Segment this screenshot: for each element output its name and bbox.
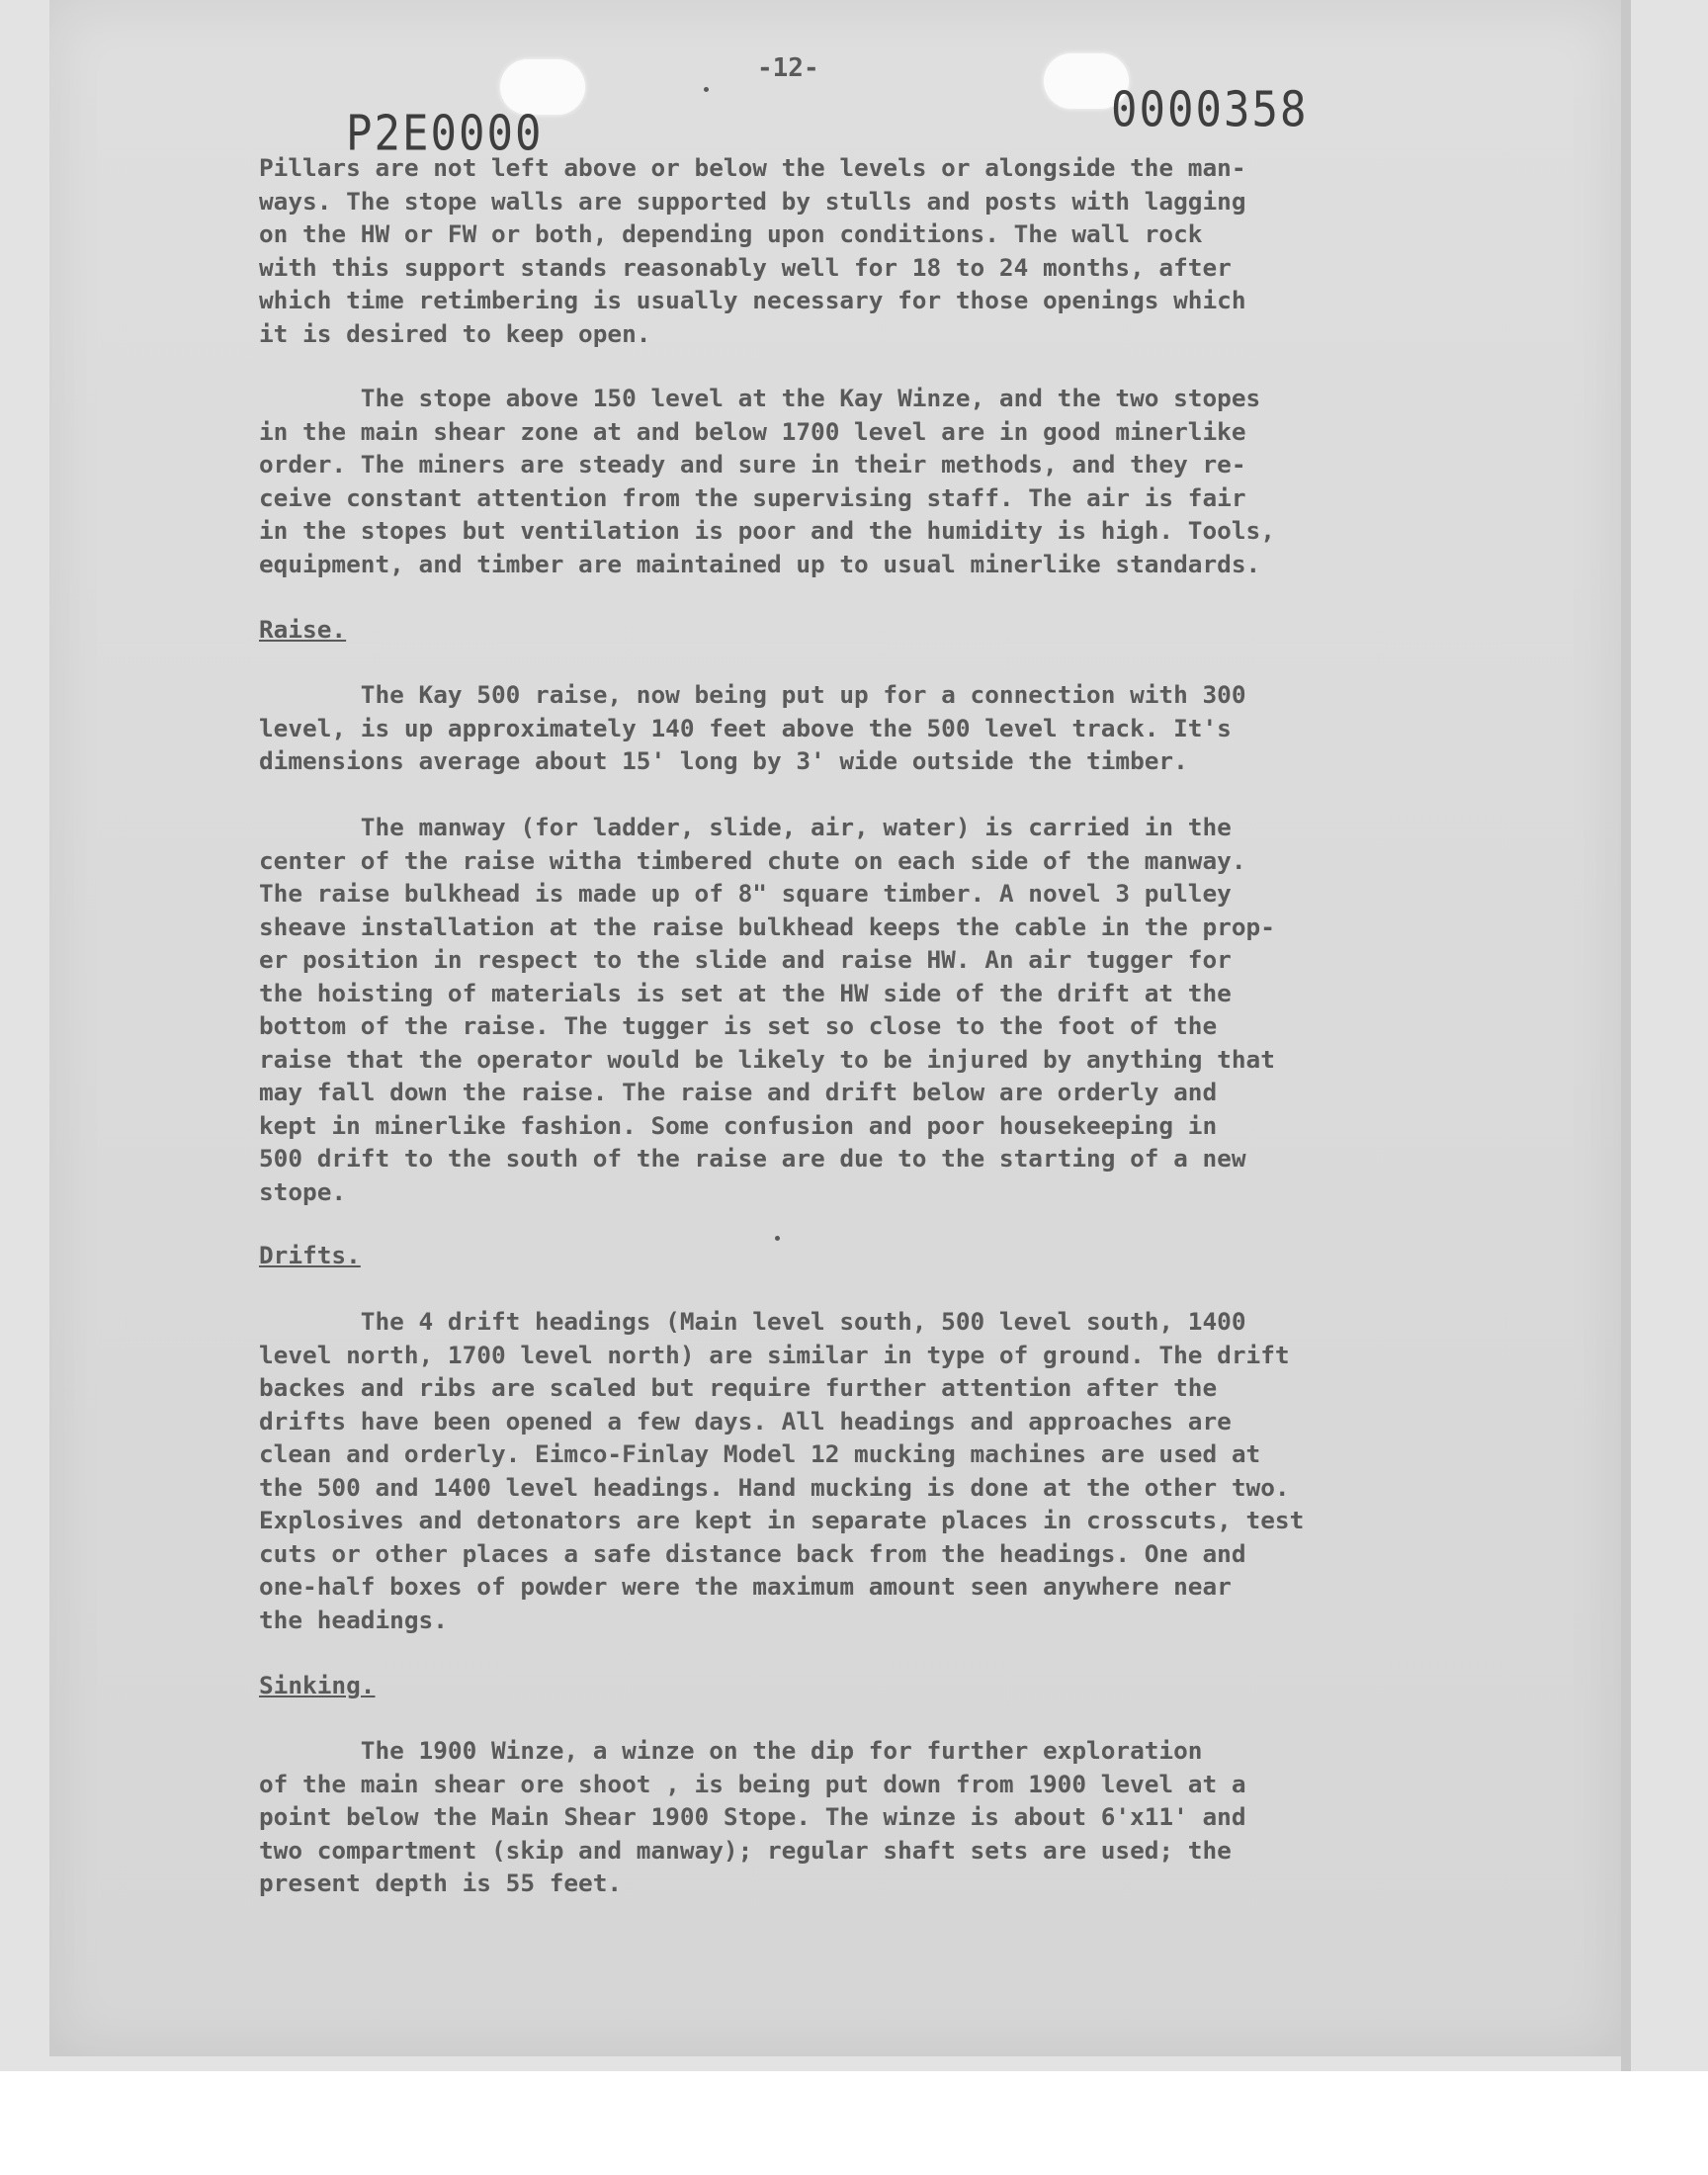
page-edge-shadow: [1621, 0, 1631, 2071]
page-number: -12-: [757, 53, 819, 83]
paragraph-manway: The manway (for ladder, slide, air, water) is carried in the center of the raise witha timbered chute on each side of the manway. The raise bulkhead is made up of 8" square timber. A novel 3 pulley sheave installation at the raise bulkhead keeps the cable in the prop- er position in respect to the slide and raise HW. An air tugger for the hoisting of materials is set at the HW side of the drift at the bottom of the raise. The tugger is set so close to the foot of the raise that the operator would be likely to be injured by anything that may fall down the raise. The raise and drift below are orderly and kept in minerlike fashion. Some confusion and poor housekeeping in 500 drift to the south of the raise are due to the starting of a new stope.: [259, 813, 1275, 1206]
paragraph-pillars: Pillars are not left above or below the levels or alongside the man- ways. The stope walls are supported by stulls and posts with lagging on the HW or FW or both, depending upon conditions. The wall rock with this support stands reasonably well for 18 to 24 months, after which time retimbering is usually necessary for those openings which it is desired to keep open.: [259, 153, 1246, 348]
bates-stamp-left: P2E0000: [346, 105, 544, 163]
heading-drifts: Drifts.: [259, 1241, 361, 1269]
bates-stamp-right: 0000358: [1111, 81, 1309, 139]
paragraph-stopes: The stope above 150 level at the Kay Winze, and the two stopes in the main shear zone at and below 1700 level are in good minerlike order. The miners are steady and sure in their methods, and they re- ceive constant attention from the supervising staff. The air is fair in the stopes but ventilation is poor and the humidity is high. Tools, equipment, and timber are maintained up to usual minerlike standards.: [259, 384, 1275, 578]
speck: [704, 87, 709, 92]
paragraph-winze: The 1900 Winze, a winze on the dip for further exploration of the main shear ore shoot , is being put down from 1900 level at a point below the Main Shear 1900 Stope. The winze is about 6'x11' and two compartment (skip and manway); regular shaft sets are used; the present depth is 55 feet.: [259, 1736, 1246, 1897]
paragraph-drift-headings: The 4 drift headings (Main level south, 500 level south, 1400 level north, 1700 level north) are similar in type of ground. The drift backes and ribs are scaled but require further attention after the drifts have been opened a few days. All headings and approaches are clean and orderly. Eimco-Finlay Model 12 mucking machines are used at the 500 and 1400 level headings. Hand mucking is done at the other two. Explosives and detonators are kept in separate places in crosscuts, test cuts or other places a safe distance back from the headings. One and one-half boxes of powder were the maximum amount seen anywhere near the headings.: [259, 1307, 1305, 1634]
speck: [775, 1236, 780, 1241]
paragraph-raise-dimensions: The Kay 500 raise, now being put up for a connection with 300 level, is up approximately 140 feet above the 500 level track. It's dimensions average about 15' long by 3' wide outside the timber.: [259, 680, 1246, 775]
heading-sinking: Sinking.: [259, 1671, 376, 1699]
heading-raise: Raise.: [259, 615, 347, 644]
